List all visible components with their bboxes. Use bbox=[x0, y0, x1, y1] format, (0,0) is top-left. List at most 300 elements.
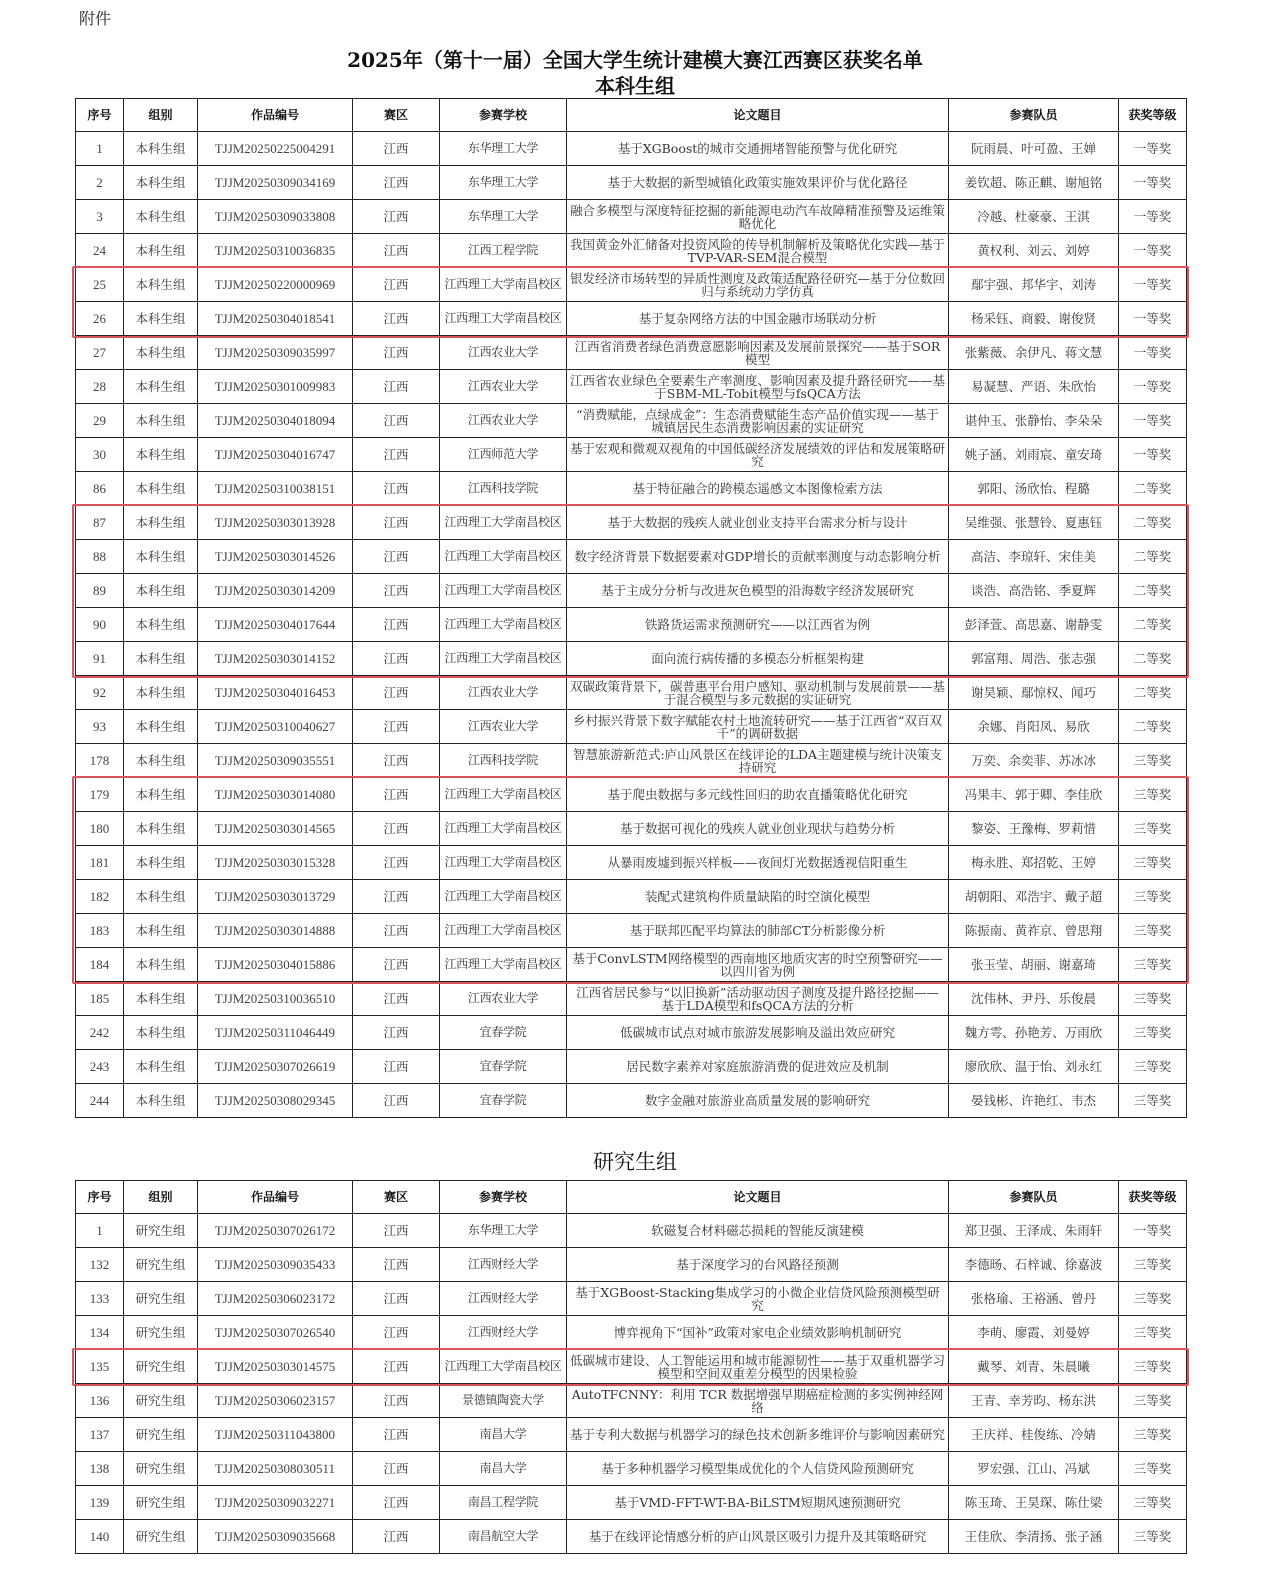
table-row bbox=[76, 1350, 1187, 1384]
cell-title: 基于专利大数据与机器学习的绿色技术创新多维评价与影响因素研究 bbox=[567, 1418, 949, 1452]
cell-region: 江西 bbox=[353, 336, 440, 370]
cell-code: TJJM20250310036835 bbox=[198, 234, 353, 268]
cell-region: 江西 bbox=[353, 200, 440, 234]
cell-award: 一等奖 bbox=[1119, 404, 1187, 438]
cell-seq: 182 bbox=[76, 880, 124, 914]
cell-group: 研究生组 bbox=[124, 1248, 198, 1282]
table-row bbox=[76, 1520, 1187, 1554]
table-row bbox=[76, 370, 1187, 404]
cell-school: 江西农业大学 bbox=[440, 404, 567, 438]
cell-region: 江西 bbox=[353, 404, 440, 438]
cell-school: 江西理工大学南昌校区 bbox=[440, 846, 567, 880]
cell-title: 基于ConvLSTM网络模型的西南地区地质灾害的时空预警研究——以四川省为例 bbox=[567, 948, 949, 982]
cell-region: 江西 bbox=[353, 574, 440, 608]
cell-code: TJJM20250303014209 bbox=[198, 574, 353, 608]
cell-seq: 180 bbox=[76, 812, 124, 846]
cell-seq: 132 bbox=[76, 1248, 124, 1282]
cell-members: 张玉莹、胡丽、谢嘉琦 bbox=[949, 948, 1119, 982]
col-header-title: 论文题目 bbox=[567, 1181, 949, 1214]
cell-seq: 88 bbox=[76, 540, 124, 574]
cell-code: TJJM20250306023172 bbox=[198, 1282, 353, 1316]
table-row bbox=[76, 1084, 1187, 1118]
cell-members: 胡朝阳、邓浩宇、戴子超 bbox=[949, 880, 1119, 914]
cell-group: 研究生组 bbox=[124, 1316, 198, 1350]
cell-school: 江西理工大学南昌校区 bbox=[440, 540, 567, 574]
cell-title: 基于复杂网络方法的中国金融市场联动分析 bbox=[567, 302, 949, 336]
cell-code: TJJM20250303013928 bbox=[198, 506, 353, 540]
cell-seq: 243 bbox=[76, 1050, 124, 1084]
cell-group: 本科生组 bbox=[124, 268, 198, 302]
cell-seq: 3 bbox=[76, 200, 124, 234]
cell-seq: 25 bbox=[76, 268, 124, 302]
cell-seq: 30 bbox=[76, 438, 124, 472]
cell-group: 本科生组 bbox=[124, 948, 198, 982]
cell-region: 江西 bbox=[353, 880, 440, 914]
cell-code: TJJM20250307026540 bbox=[198, 1316, 353, 1350]
cell-title: 基于特征融合的跨模态遥感文本图像检索方法 bbox=[567, 472, 949, 506]
cell-group: 本科生组 bbox=[124, 846, 198, 880]
table-row bbox=[76, 302, 1187, 336]
cell-group: 本科生组 bbox=[124, 642, 198, 676]
cell-seq: 27 bbox=[76, 336, 124, 370]
cell-members: 郑卫强、王泽成、朱雨轩 bbox=[949, 1214, 1119, 1248]
cell-seq: 178 bbox=[76, 744, 124, 778]
cell-school: 南昌大学 bbox=[440, 1418, 567, 1452]
cell-code: TJJM20250303014080 bbox=[198, 778, 353, 812]
cell-school: 宜春学院 bbox=[440, 1084, 567, 1118]
col-header-region: 赛区 bbox=[353, 99, 440, 132]
cell-award: 三等奖 bbox=[1119, 982, 1187, 1016]
table-header-row bbox=[76, 99, 1187, 132]
cell-group: 本科生组 bbox=[124, 608, 198, 642]
cell-code: TJJM20250303014888 bbox=[198, 914, 353, 948]
cell-group: 研究生组 bbox=[124, 1282, 198, 1316]
cell-award: 一等奖 bbox=[1119, 166, 1187, 200]
cell-title: 基于宏观和微观双视角的中国低碳经济发展绩效的评估和发展策略研究 bbox=[567, 438, 949, 472]
cell-code: TJJM20250306023157 bbox=[198, 1384, 353, 1418]
cell-code: TJJM20250307026172 bbox=[198, 1214, 353, 1248]
cell-title: 基于数据可视化的残疾人就业创业现状与趋势分析 bbox=[567, 812, 949, 846]
cell-seq: 136 bbox=[76, 1384, 124, 1418]
cell-award: 三等奖 bbox=[1119, 1016, 1187, 1050]
cell-members: 阮雨晨、叶可盈、王婵 bbox=[949, 132, 1119, 166]
cell-region: 江西 bbox=[353, 1316, 440, 1350]
cell-title: 江西省农业绿色全要素生产率测度、影响因素及提升路径研究——基于SBM-ML-Tobit模型与fsQCA方法 bbox=[567, 370, 949, 404]
cell-award: 二等奖 bbox=[1119, 608, 1187, 642]
cell-code: TJJM20250308029345 bbox=[198, 1084, 353, 1118]
cell-group: 研究生组 bbox=[124, 1520, 198, 1554]
cell-group: 本科生组 bbox=[124, 472, 198, 506]
cell-region: 江西 bbox=[353, 982, 440, 1016]
cell-group: 本科生组 bbox=[124, 302, 198, 336]
cell-group: 本科生组 bbox=[124, 778, 198, 812]
cell-seq: 135 bbox=[76, 1350, 124, 1384]
cell-region: 江西 bbox=[353, 846, 440, 880]
col-header-code: 作品编号 bbox=[198, 1181, 353, 1214]
cell-code: TJJM20250310036510 bbox=[198, 982, 353, 1016]
cell-group: 本科生组 bbox=[124, 132, 198, 166]
cell-school: 江西理工大学南昌校区 bbox=[440, 608, 567, 642]
cell-seq: 28 bbox=[76, 370, 124, 404]
cell-award: 二等奖 bbox=[1119, 506, 1187, 540]
cell-school: 江西农业大学 bbox=[440, 676, 567, 710]
table-row bbox=[76, 438, 1187, 472]
cell-code: TJJM20250309035997 bbox=[198, 336, 353, 370]
cell-award: 三等奖 bbox=[1119, 1350, 1187, 1384]
cell-title: 基于深度学习的台风路径预测 bbox=[567, 1248, 949, 1282]
cell-members: 陈振南、黄祚京、曾思翔 bbox=[949, 914, 1119, 948]
cell-region: 江西 bbox=[353, 1350, 440, 1384]
cell-group: 本科生组 bbox=[124, 506, 198, 540]
cell-members: 廖欣欣、温于怡、刘永红 bbox=[949, 1050, 1119, 1084]
cell-seq: 181 bbox=[76, 846, 124, 880]
col-header-code: 作品编号 bbox=[198, 99, 353, 132]
cell-title: 博弈视角下“国补”政策对家电企业绩效影响机制研究 bbox=[567, 1316, 949, 1350]
cell-region: 江西 bbox=[353, 778, 440, 812]
cell-title: 智慧旅游新范式:庐山风景区在线评论的LDA主题建模与统计决策支持研究 bbox=[567, 744, 949, 778]
col-header-seq: 序号 bbox=[76, 99, 124, 132]
cell-code: TJJM20250303014152 bbox=[198, 642, 353, 676]
cell-group: 本科生组 bbox=[124, 982, 198, 1016]
table-row bbox=[76, 132, 1187, 166]
cell-code: TJJM20250309033808 bbox=[198, 200, 353, 234]
cell-members: 郭富翔、周浩、张志强 bbox=[949, 642, 1119, 676]
cell-region: 江西 bbox=[353, 540, 440, 574]
cell-members: 沈伟林、尹丹、乐俊晨 bbox=[949, 982, 1119, 1016]
cell-region: 江西 bbox=[353, 1486, 440, 1520]
cell-group: 本科生组 bbox=[124, 166, 198, 200]
cell-group: 本科生组 bbox=[124, 1050, 198, 1084]
cell-seq: 2 bbox=[76, 166, 124, 200]
cell-group: 本科生组 bbox=[124, 574, 198, 608]
cell-award: 三等奖 bbox=[1119, 880, 1187, 914]
document-title: 2025年（第十一届）全国大学生统计建模大赛江西赛区获奖名单 bbox=[347, 48, 923, 72]
cell-award: 一等奖 bbox=[1119, 234, 1187, 268]
cell-award: 一等奖 bbox=[1119, 302, 1187, 336]
table-row bbox=[76, 1316, 1187, 1350]
cell-group: 本科生组 bbox=[124, 540, 198, 574]
cell-title: 装配式建筑构件质量缺陷的时空演化模型 bbox=[567, 880, 949, 914]
cell-code: TJJM20250309035668 bbox=[198, 1520, 353, 1554]
col-header-group: 组别 bbox=[124, 99, 198, 132]
cell-award: 三等奖 bbox=[1119, 812, 1187, 846]
table-row bbox=[76, 1050, 1187, 1084]
cell-award: 一等奖 bbox=[1119, 1214, 1187, 1248]
cell-school: 江西理工大学南昌校区 bbox=[440, 506, 567, 540]
cell-award: 三等奖 bbox=[1119, 1486, 1187, 1520]
cell-school: 江西理工大学南昌校区 bbox=[440, 1350, 567, 1384]
cell-award: 二等奖 bbox=[1119, 676, 1187, 710]
cell-members: 谢昊颖、鄢惊权、闻巧 bbox=[949, 676, 1119, 710]
cell-seq: 1 bbox=[76, 132, 124, 166]
cell-members: 张紫薇、余伊凡、蒋文慧 bbox=[949, 336, 1119, 370]
cell-group: 研究生组 bbox=[124, 1214, 198, 1248]
cell-code: TJJM20250303014575 bbox=[198, 1350, 353, 1384]
cell-title: 基于XGBoost-Stacking集成学习的小微企业信贷风险预测模型研究 bbox=[567, 1282, 949, 1316]
table-row bbox=[76, 336, 1187, 370]
table-row bbox=[76, 1214, 1187, 1248]
cell-award: 三等奖 bbox=[1119, 914, 1187, 948]
cell-seq: 24 bbox=[76, 234, 124, 268]
cell-title: 基于XGBoost的城市交通拥堵智能预警与优化研究 bbox=[567, 132, 949, 166]
cell-award: 二等奖 bbox=[1119, 472, 1187, 506]
cell-title: 乡村振兴背景下数字赋能农村土地流转研究——基于江西省“双百双千”的调研数据 bbox=[567, 710, 949, 744]
cell-award: 三等奖 bbox=[1119, 1316, 1187, 1350]
cell-code: TJJM20250304017644 bbox=[198, 608, 353, 642]
cell-title: 融合多模型与深度特征挖掘的新能源电动汽车故障精准预警及运维策略优化 bbox=[567, 200, 949, 234]
cell-school: 江西财经大学 bbox=[440, 1282, 567, 1316]
cell-region: 江西 bbox=[353, 1452, 440, 1486]
cell-title: 基于主成分分析与改进灰色模型的沿海数字经济发展研究 bbox=[567, 574, 949, 608]
table-row bbox=[76, 1282, 1187, 1316]
cell-code: TJJM20250309035433 bbox=[198, 1248, 353, 1282]
cell-region: 江西 bbox=[353, 1282, 440, 1316]
cell-seq: 242 bbox=[76, 1016, 124, 1050]
cell-region: 江西 bbox=[353, 370, 440, 404]
cell-group: 本科生组 bbox=[124, 880, 198, 914]
cell-code: TJJM20250309034169 bbox=[198, 166, 353, 200]
cell-group: 本科生组 bbox=[124, 234, 198, 268]
cell-members: 姜钦超、陈正麒、谢旭铭 bbox=[949, 166, 1119, 200]
table-row bbox=[76, 1452, 1187, 1486]
col-header-award: 获奖等级 bbox=[1119, 99, 1187, 132]
cell-code: TJJM20250304015886 bbox=[198, 948, 353, 982]
cell-seq: 90 bbox=[76, 608, 124, 642]
cell-award: 二等奖 bbox=[1119, 574, 1187, 608]
cell-title: 数字经济背景下数据要素对GDP增长的贡献率测度与动态影响分析 bbox=[567, 540, 949, 574]
cell-school: 江西农业大学 bbox=[440, 370, 567, 404]
cell-members: 戴琴、刘青、朱晨曦 bbox=[949, 1350, 1119, 1384]
cell-group: 研究生组 bbox=[124, 1384, 198, 1418]
cell-award: 一等奖 bbox=[1119, 336, 1187, 370]
cell-award: 三等奖 bbox=[1119, 1452, 1187, 1486]
cell-school: 东华理工大学 bbox=[440, 1214, 567, 1248]
table-header-row bbox=[76, 1181, 1187, 1214]
cell-school: 宜春学院 bbox=[440, 1050, 567, 1084]
cell-members: 李德旸、石梓诚、徐嘉波 bbox=[949, 1248, 1119, 1282]
cell-school: 江西农业大学 bbox=[440, 336, 567, 370]
cell-region: 江西 bbox=[353, 302, 440, 336]
cell-title: 基于爬虫数据与多元线性回归的助农直播策略优化研究 bbox=[567, 778, 949, 812]
cell-group: 本科生组 bbox=[124, 710, 198, 744]
grad-table-body bbox=[76, 1214, 1187, 1554]
cell-title: 基于大数据的新型城镇化政策实施效果评价与优化路径 bbox=[567, 166, 949, 200]
cell-award: 三等奖 bbox=[1119, 1084, 1187, 1118]
table-row bbox=[76, 540, 1187, 574]
table-row bbox=[76, 1248, 1187, 1282]
cell-school: 江西理工大学南昌校区 bbox=[440, 302, 567, 336]
cell-code: TJJM20250307026619 bbox=[198, 1050, 353, 1084]
col-header-members: 参赛队员 bbox=[949, 99, 1119, 132]
cell-title: “消费赋能，点绿成金”：生态消费赋能生态产品价值实现——基于城镇居民生态消费影响因素的实证研究 bbox=[567, 404, 949, 438]
cell-seq: 183 bbox=[76, 914, 124, 948]
cell-title: 江西省消费者绿色消费意愿影响因素及发展前景探究——基于SOR模型 bbox=[567, 336, 949, 370]
cell-award: 二等奖 bbox=[1119, 540, 1187, 574]
cell-seq: 138 bbox=[76, 1452, 124, 1486]
cell-title: 基于在线评论情感分析的庐山风景区吸引力提升及其策略研究 bbox=[567, 1520, 949, 1554]
cell-school: 江西师范大学 bbox=[440, 438, 567, 472]
cell-members: 王青、幸芳昀、杨东洪 bbox=[949, 1384, 1119, 1418]
cell-award: 一等奖 bbox=[1119, 132, 1187, 166]
cell-school: 江西理工大学南昌校区 bbox=[440, 642, 567, 676]
cell-code: TJJM20250301009983 bbox=[198, 370, 353, 404]
cell-title: 双碳政策背景下，碳普惠平台用户感知、驱动机制与发展前景——基于混合模型与多元数据的实证研究 bbox=[567, 676, 949, 710]
cell-group: 本科生组 bbox=[124, 438, 198, 472]
cell-title: 铁路货运需求预测研究——以江西省为例 bbox=[567, 608, 949, 642]
cell-school: 江西理工大学南昌校区 bbox=[440, 914, 567, 948]
cell-group: 研究生组 bbox=[124, 1350, 198, 1384]
cell-group: 研究生组 bbox=[124, 1486, 198, 1520]
cell-members: 彭泽萱、高思嘉、谢静雯 bbox=[949, 608, 1119, 642]
cell-title: 从暴雨废墟到振兴样板——夜间灯光数据透视信阳重生 bbox=[567, 846, 949, 880]
cell-award: 一等奖 bbox=[1119, 370, 1187, 404]
cell-group: 本科生组 bbox=[124, 676, 198, 710]
cell-award: 三等奖 bbox=[1119, 1418, 1187, 1452]
cell-members: 郭阳、汤欣怡、程璐 bbox=[949, 472, 1119, 506]
cell-seq: 179 bbox=[76, 778, 124, 812]
table-row bbox=[76, 642, 1187, 676]
cell-seq: 139 bbox=[76, 1486, 124, 1520]
cell-members: 冯果丰、郭于卿、李佳欣 bbox=[949, 778, 1119, 812]
cell-region: 江西 bbox=[353, 812, 440, 846]
table-row bbox=[76, 1016, 1187, 1050]
cell-group: 研究生组 bbox=[124, 1418, 198, 1452]
cell-award: 三等奖 bbox=[1119, 1520, 1187, 1554]
cell-region: 江西 bbox=[353, 506, 440, 540]
col-header-seq: 序号 bbox=[76, 1181, 124, 1214]
col-header-award: 获奖等级 bbox=[1119, 1181, 1187, 1214]
cell-seq: 89 bbox=[76, 574, 124, 608]
cell-award: 三等奖 bbox=[1119, 744, 1187, 778]
cell-code: TJJM20250303013729 bbox=[198, 880, 353, 914]
cell-members: 陈玉琦、王昊琛、陈仕梁 bbox=[949, 1486, 1119, 1520]
cell-seq: 184 bbox=[76, 948, 124, 982]
cell-code: TJJM20250220000969 bbox=[198, 268, 353, 302]
cell-school: 宜春学院 bbox=[440, 1016, 567, 1050]
cell-school: 江西财经大学 bbox=[440, 1316, 567, 1350]
cell-group: 本科生组 bbox=[124, 812, 198, 846]
cell-title: 基于联邦匹配平均算法的肺部CT分析影像分析 bbox=[567, 914, 949, 948]
table-row bbox=[76, 948, 1187, 982]
cell-seq: 133 bbox=[76, 1282, 124, 1316]
cell-title: 基于大数据的残疾人就业创业支持平台需求分析与设计 bbox=[567, 506, 949, 540]
table-row bbox=[76, 1384, 1187, 1418]
cell-code: TJJM20250304016747 bbox=[198, 438, 353, 472]
cell-members: 晏钱彬、许艳红、韦杰 bbox=[949, 1084, 1119, 1118]
cell-school: 南昌航空大学 bbox=[440, 1520, 567, 1554]
cell-members: 王庆祥、桂俊练、冷婧 bbox=[949, 1418, 1119, 1452]
grad-heading: 研究生组 bbox=[593, 1150, 677, 1174]
cell-members: 鄢宇强、邦华宇、刘涛 bbox=[949, 268, 1119, 302]
cell-group: 本科生组 bbox=[124, 1016, 198, 1050]
cell-school: 江西理工大学南昌校区 bbox=[440, 948, 567, 982]
cell-code: TJJM20250311046449 bbox=[198, 1016, 353, 1050]
cell-members: 余娜、肖阳凤、易欣 bbox=[949, 710, 1119, 744]
cell-title: 基于多种机器学习模型集成优化的个人信贷风险预测研究 bbox=[567, 1452, 949, 1486]
cell-award: 三等奖 bbox=[1119, 1248, 1187, 1282]
cell-region: 江西 bbox=[353, 1214, 440, 1248]
cell-award: 一等奖 bbox=[1119, 268, 1187, 302]
cell-school: 东华理工大学 bbox=[440, 200, 567, 234]
cell-school: 江西财经大学 bbox=[440, 1248, 567, 1282]
cell-school: 江西工程学院 bbox=[440, 234, 567, 268]
cell-members: 黎姿、王豫梅、罗莉惜 bbox=[949, 812, 1119, 846]
cell-school: 南昌工程学院 bbox=[440, 1486, 567, 1520]
cell-region: 江西 bbox=[353, 676, 440, 710]
cell-group: 本科生组 bbox=[124, 200, 198, 234]
cell-seq: 140 bbox=[76, 1520, 124, 1554]
cell-code: TJJM20250303014526 bbox=[198, 540, 353, 574]
undergrad-heading: 本科生组 bbox=[595, 74, 675, 98]
cell-title: 面向流行病传播的多模态分析框架构建 bbox=[567, 642, 949, 676]
cell-region: 江西 bbox=[353, 268, 440, 302]
cell-code: TJJM20250303015328 bbox=[198, 846, 353, 880]
cell-school: 东华理工大学 bbox=[440, 132, 567, 166]
cell-award: 三等奖 bbox=[1119, 948, 1187, 982]
cell-group: 本科生组 bbox=[124, 914, 198, 948]
cell-code: TJJM20250310040627 bbox=[198, 710, 353, 744]
col-header-region: 赛区 bbox=[353, 1181, 440, 1214]
cell-school: 南昌大学 bbox=[440, 1452, 567, 1486]
cell-title: 我国黄金外汇储备对投资风险的传导机制解析及策略优化实践—基于TVP-VAR-SEM混合模型 bbox=[567, 234, 949, 268]
cell-title: 居民数字素养对家庭旅游消费的促进效应及机制 bbox=[567, 1050, 949, 1084]
cell-members: 谈浩、高浩铭、季夏辉 bbox=[949, 574, 1119, 608]
cell-region: 江西 bbox=[353, 472, 440, 506]
cell-school: 江西理工大学南昌校区 bbox=[440, 880, 567, 914]
cell-title: 低碳城市建设、人工智能运用和城市能源韧性——基于双重机器学习模型和空间双重差分模型的因果检验 bbox=[567, 1350, 949, 1384]
cell-award: 三等奖 bbox=[1119, 1384, 1187, 1418]
cell-region: 江西 bbox=[353, 608, 440, 642]
cell-title: 基于VMD-FFT-WT-BA-BiLSTM短期风速预测研究 bbox=[567, 1486, 949, 1520]
cell-seq: 87 bbox=[76, 506, 124, 540]
cell-school: 江西理工大学南昌校区 bbox=[440, 268, 567, 302]
cell-members: 王佳欣、李清扬、张子涵 bbox=[949, 1520, 1119, 1554]
cell-group: 本科生组 bbox=[124, 370, 198, 404]
cell-group: 本科生组 bbox=[124, 1084, 198, 1118]
cell-code: TJJM20250225004291 bbox=[198, 132, 353, 166]
cell-seq: 26 bbox=[76, 302, 124, 336]
cell-seq: 244 bbox=[76, 1084, 124, 1118]
cell-seq: 185 bbox=[76, 982, 124, 1016]
table-row bbox=[76, 234, 1187, 268]
cell-region: 江西 bbox=[353, 1016, 440, 1050]
table-row bbox=[76, 506, 1187, 540]
cell-title: 低碳城市试点对城市旅游发展影响及溢出效应研究 bbox=[567, 1016, 949, 1050]
cell-region: 江西 bbox=[353, 1248, 440, 1282]
col-header-school: 参赛学校 bbox=[440, 1181, 567, 1214]
cell-school: 东华理工大学 bbox=[440, 166, 567, 200]
cell-school: 江西理工大学南昌校区 bbox=[440, 812, 567, 846]
cell-award: 二等奖 bbox=[1119, 710, 1187, 744]
cell-title: 江西省居民参与“以旧换新”活动驱动因子测度及提升路径挖掘——基于LDA模型和fsQCA方法的分析 bbox=[567, 982, 949, 1016]
undergrad-award-table bbox=[75, 98, 1187, 1118]
table-row bbox=[76, 812, 1187, 846]
table-row bbox=[76, 404, 1187, 438]
cell-seq: 134 bbox=[76, 1316, 124, 1350]
attachment-label: 附件 bbox=[79, 9, 112, 28]
cell-school: 江西科技学院 bbox=[440, 472, 567, 506]
cell-members: 易凝慧、严语、朱欣怡 bbox=[949, 370, 1119, 404]
table-row bbox=[76, 268, 1187, 302]
cell-region: 江西 bbox=[353, 642, 440, 676]
cell-code: TJJM20250304016453 bbox=[198, 676, 353, 710]
cell-group: 研究生组 bbox=[124, 1452, 198, 1486]
cell-seq: 1 bbox=[76, 1214, 124, 1248]
cell-region: 江西 bbox=[353, 914, 440, 948]
grad-award-table bbox=[75, 1180, 1187, 1554]
cell-members: 张格瑜、王裕涵、曾丹 bbox=[949, 1282, 1119, 1316]
cell-members: 谌仲玉、张静怡、李朵朵 bbox=[949, 404, 1119, 438]
